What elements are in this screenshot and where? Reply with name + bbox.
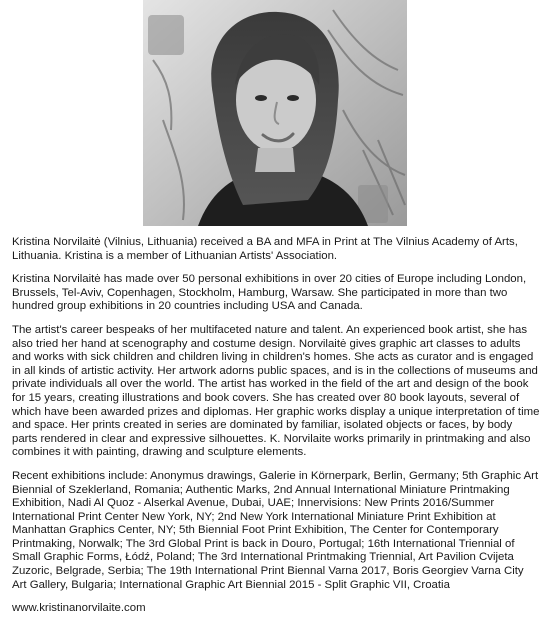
artist-bio — [12, 236, 540, 616]
bio-paragraph-career: The artist's career bespeaks of her multifaceted nature and talent. An experienced book artist, she has also tried her hand at scenography and costume design. Norvilaitė gives graphic art classes to adults and works with sick children and children living in children's homes. She acts as curator and is engaged in all kinds of artistic activity. Her artwork adorns public spaces, and is in the collections of museums and private individuals all over the world. The artist has worked in the field of the art and design of the book for 15 years, creating illustrations and book covers. She has created over 80 book layouts, several of which have been awarded prizes and diplomas. Her graphic works display a unique interpretation of time and space. Her prints created in series are dominated by familiar, isolated objects or faces, by body parts rendered in clear and expressive silhouettes. K. Norvilaite works primarily in printmaking and also combines it with painting, drawing and sculpture elements. — [12, 323, 540, 459]
artist-website-link[interactable]: www.kristinanorvilaite.com — [12, 602, 146, 615]
bio-paragraph-recent-exhibitions: Recent exhibitions include: Anonymus drawings, Galerie in Körnerpark, Berlin, Germany; 5th Graphic Art Biennial of Szeklerland, Romania; Authentic Marks, 2nd Annual International Miniature Printmaking Exhibition, Nadi Al Quoz - Alserkal Avenue, Dubai, UAE; Innervisions: New Prints 2016/Summer International Print Center New York, NY; 2nd New York International Miniature Print Exhibition at Manhattan Graphics Center, NY; 5th Biennial Foot Print Exhibition, The Center for Contemporary Printmaking, Norwalk; The 3rd Global Print is back in Douro, Portugal; 16th International Triennial of Small Graphic Forms, Łódź, Poland; The 3rd International Printmaking Triennial, Art Pavilion Cvijeta Zuzoric, Belgrade, Serbia; The 19th International Print Biennal Varna 2017, Boris Georgiev Varna City Art Gallery, Bulgaria; International Graphic Art Biennial 2015 - Split Graphic VII, Croatia — [12, 469, 539, 591]
bio-paragraph-education: Kristina Norvilaitė (Vilnius, Lithuania) received a BA and MFA in Print at The Vilnius Academy of Arts, Lithuania. Kristina is a member of Lithuanian Artists' Association. — [12, 236, 518, 262]
portrait-image — [143, 0, 407, 226]
bio-paragraph-exhibitions-count: Kristina Norvilaitė has made over 50 personal exhibitions in over 20 cities of Europe including London, Brussels, Tel-Aviv, Copenhagen, Stockholm, Hamburg, Warsaw. She participated in more than two hundred group exhibitions in 20 countries including USA and Canada. — [12, 273, 527, 313]
artist-portrait-photo — [143, 0, 407, 226]
